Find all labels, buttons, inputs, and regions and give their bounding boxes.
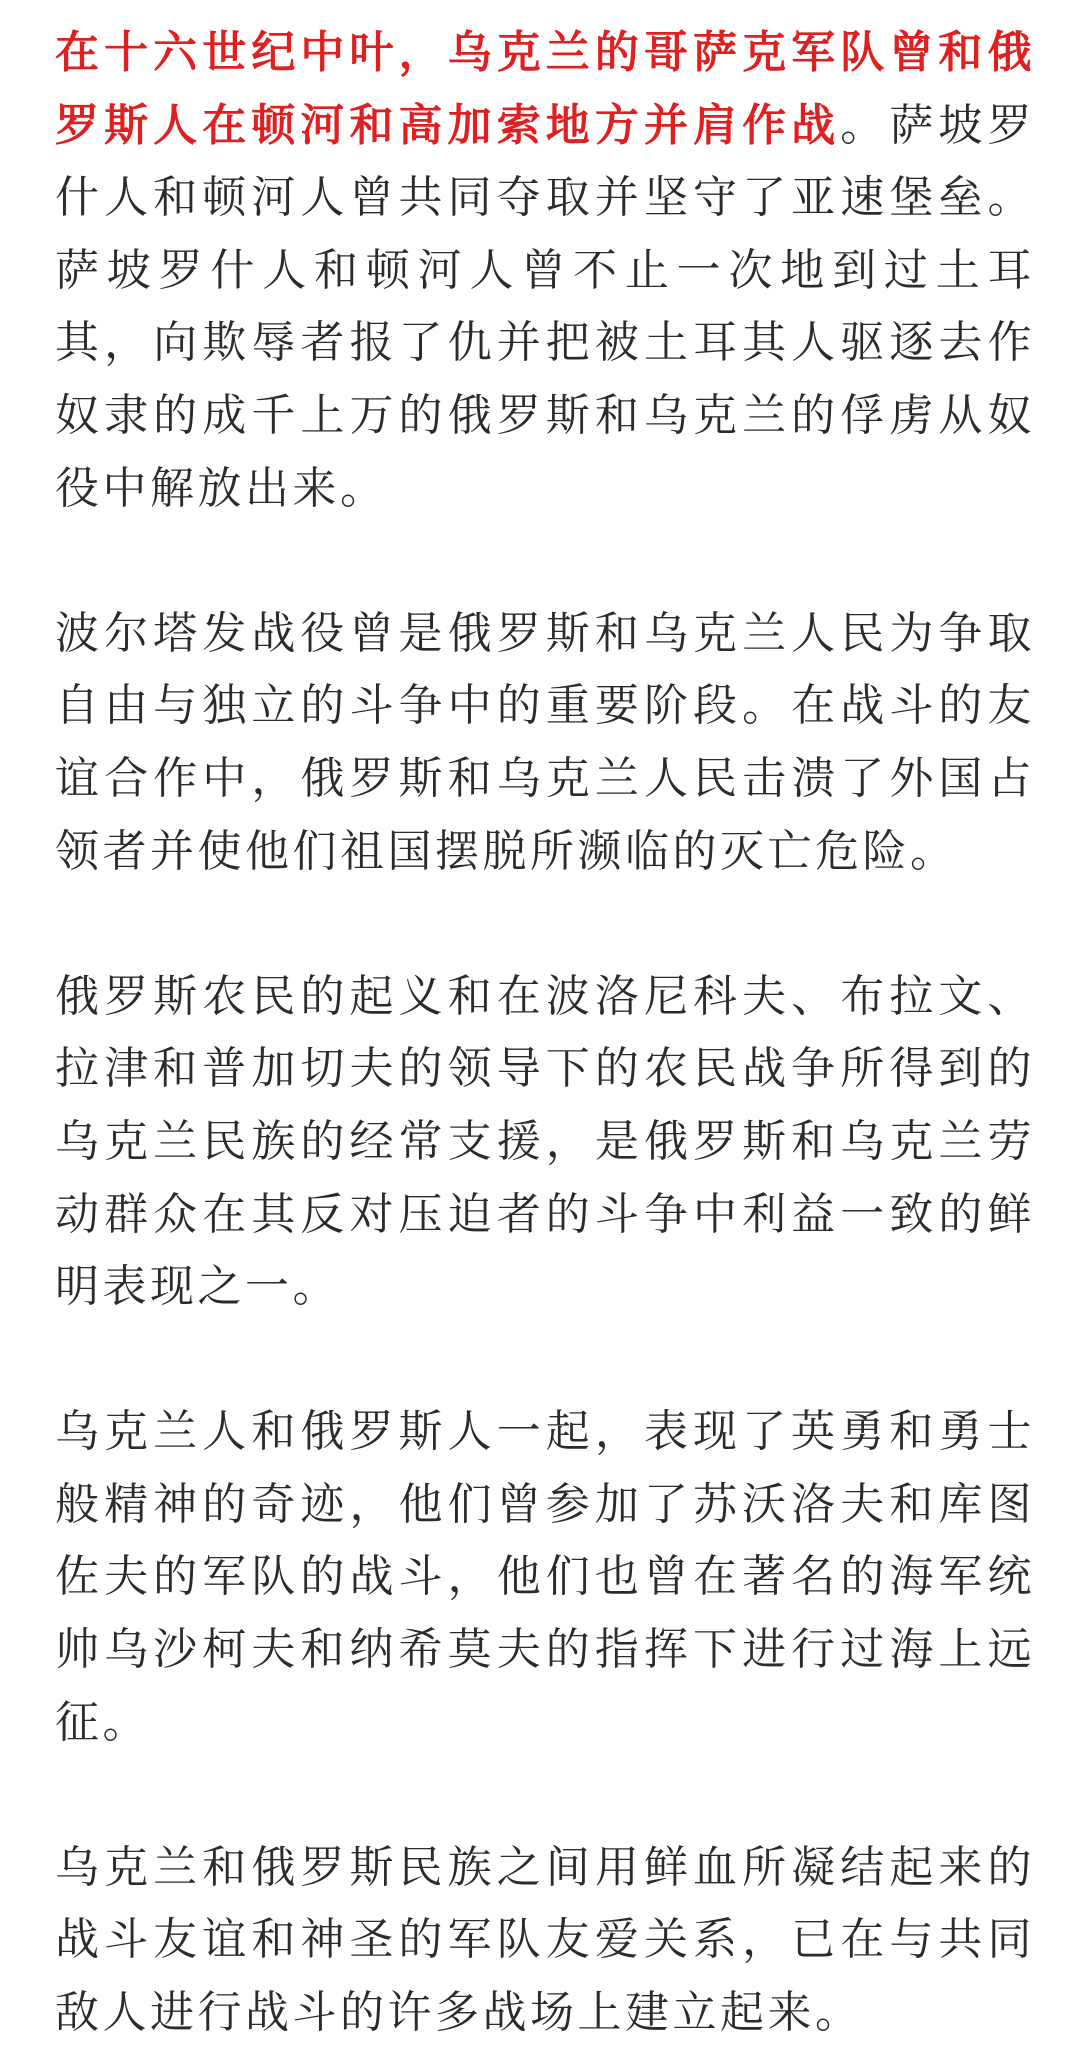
paragraph-1-text: 。萨坡罗什人和顿河人曾共同夺取并坚守了亚速堡垒。萨坡罗什人和顿河人曾不止一次地到过土耳其，向欺辱者报了仇并把被土耳其人驱逐去作奴隶的成千上万的俄罗斯和乌克兰的俘虏从奴役中解放出来。	[55, 99, 1036, 514]
article-body	[55, 17, 1035, 2050]
paragraph-3: 俄罗斯农民的起义和在波洛尼科夫、布拉文、拉津和普加切夫的领导下的农民战争所得到的乌克兰民族的经常支援，是俄罗斯和乌克兰劳动群众在其反对压迫者的斗争中利益一致的鲜明表现之一。	[55, 970, 1035, 1313]
paragraph-2: 波尔塔发战役曾是俄罗斯和乌克兰人民为争取自由与独立的斗争中的重要阶段。在战斗的友谊合作中，俄罗斯和乌克兰人民击溃了外国占领者并使他们祖国摆脱所濒临的灭亡危险。	[55, 607, 1035, 877]
paragraph-5: 乌克兰和俄罗斯民族之间用鲜血所凝结起来的战斗友谊和神圣的军队友爱关系，已在与共同敌人进行战斗的许多战场上建立起来。	[55, 1841, 1035, 2039]
paragraph-1	[55, 17, 1035, 525]
highlighted-sentence: 在十六世纪中叶，乌克兰的哥萨克军队曾和俄罗斯人在顿河和高加索地方并肩作战	[55, 27, 1035, 151]
paragraph-4: 乌克兰人和俄罗斯人一起，表现了英勇和勇士般精神的奇迹，他们曾参加了苏沃洛夫和库图佐夫的军队的战斗，他们也曾在著名的海军统帅乌沙柯夫和纳希莫夫的指挥下进行过海上远征。	[55, 1406, 1035, 1748]
